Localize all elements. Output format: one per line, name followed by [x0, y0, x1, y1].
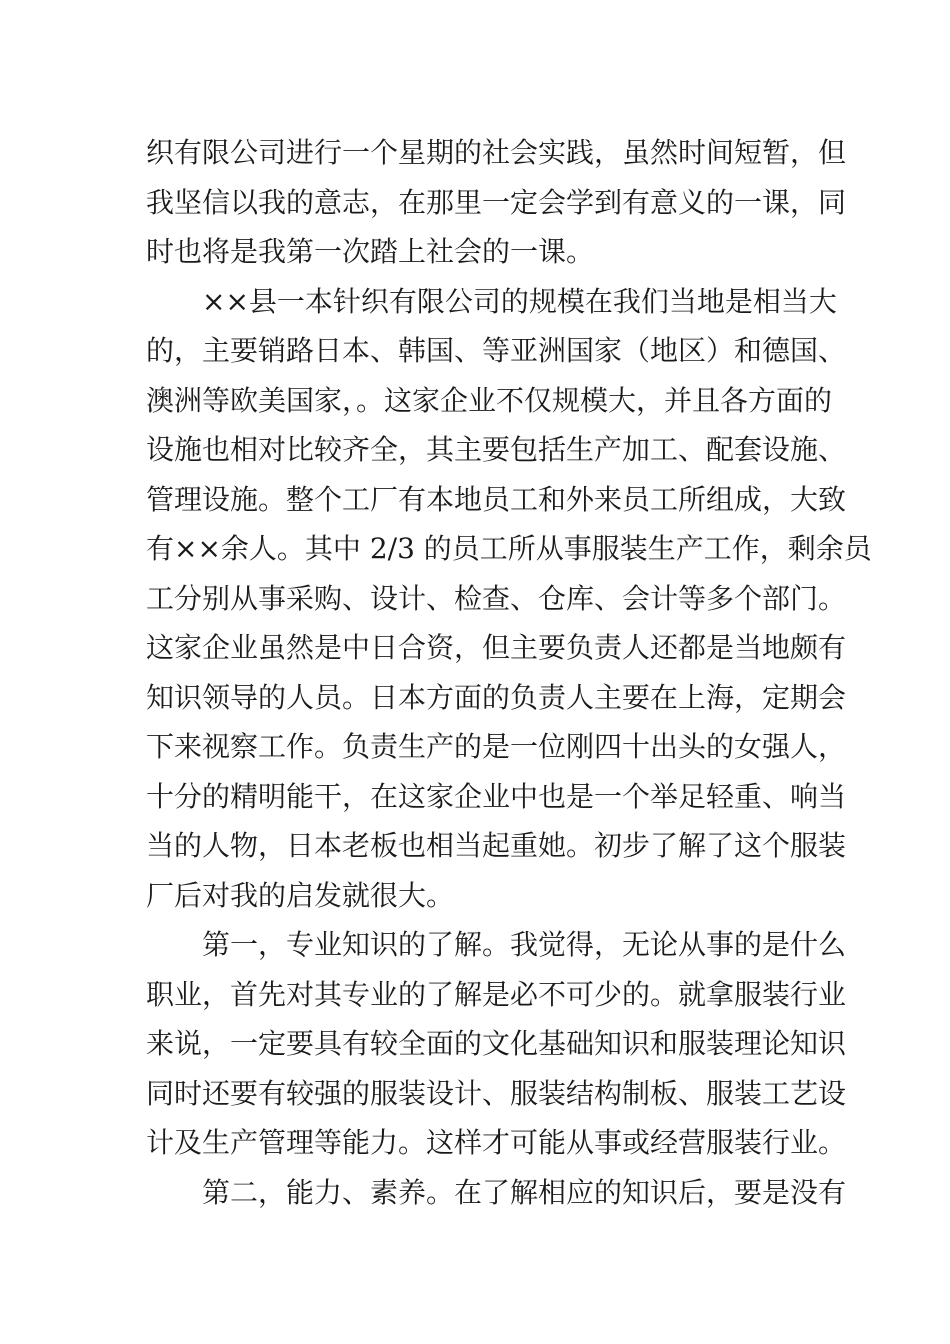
text-line: 有××余人。其中 2/3 的员工所从事服装生产工作，剩余员	[146, 532, 872, 565]
text-line: 织有限公司进行一个星期的社会实践，虽然时间短暂，但	[146, 136, 847, 169]
text-line: 管理设施。整个工厂有本地员工和外来员工所组成，大致	[146, 482, 847, 516]
document-body	[146, 128, 872, 1217]
paragraph-4	[146, 1168, 847, 1218]
text-line: 我坚信以我的意志，在那里一定会学到有意义的一课，同	[146, 185, 847, 219]
text-line: 来说，一定要具有较全面的文化基础知识和服装理论知识	[146, 1027, 847, 1060]
text-line: 知识领导的人员。日本方面的负责人主要在上海，定期会	[146, 680, 847, 714]
text-line: 的，主要销路日本、韩国、等亚洲国家（地区）和德国、	[146, 334, 847, 367]
text-line: 职业，首先对其专业的了解是必不可少的。就拿服装行业	[146, 977, 847, 1011]
text-line: 设施也相对比较齐全，其主要包括生产加工、配套设施、	[146, 433, 847, 466]
text-line: 十分的精明能干，在这家企业中也是一个举足轻重、响当	[146, 779, 847, 813]
text-line: ××县一本针织有限公司的规模在我们当地是相当大	[202, 284, 837, 318]
text-line: 同时还要有较强的服装设计、服装结构制板、服装工艺设	[146, 1076, 847, 1110]
text-line: 计及生产管理等能力。这样才可能从事或经营服装行业。	[146, 1126, 847, 1159]
text-line: 第一，专业知识的了解。我觉得，无论从事的是什么	[202, 928, 847, 961]
text-line: 工分别从事采购、设计、检查、仓库、会计等多个部门。	[146, 581, 847, 615]
text-line: 这家企业虽然是中日合资，但主要负责人还都是当地颇有	[146, 631, 847, 664]
text-line: 第二，能力、素养。在了解相应的知识后，要是没有	[202, 1175, 847, 1209]
text-line: 厂后对我的启发就很大。	[146, 878, 455, 912]
text-line: 时也将是我第一次踏上社会的一课。	[146, 235, 595, 268]
text-line: 下来视察工作。负责生产的是一位刚四十出头的女强人，	[146, 730, 847, 763]
text-line: 澳洲等欧美国家，。这家企业不仅规模大，并且各方面的	[146, 383, 833, 417]
text-line: 当的人物，日本老板也相当起重她。初步了解了这个服装	[146, 829, 847, 862]
paragraph-1	[146, 128, 847, 277]
paragraph-2	[146, 277, 872, 921]
paragraph-3	[146, 920, 847, 1168]
